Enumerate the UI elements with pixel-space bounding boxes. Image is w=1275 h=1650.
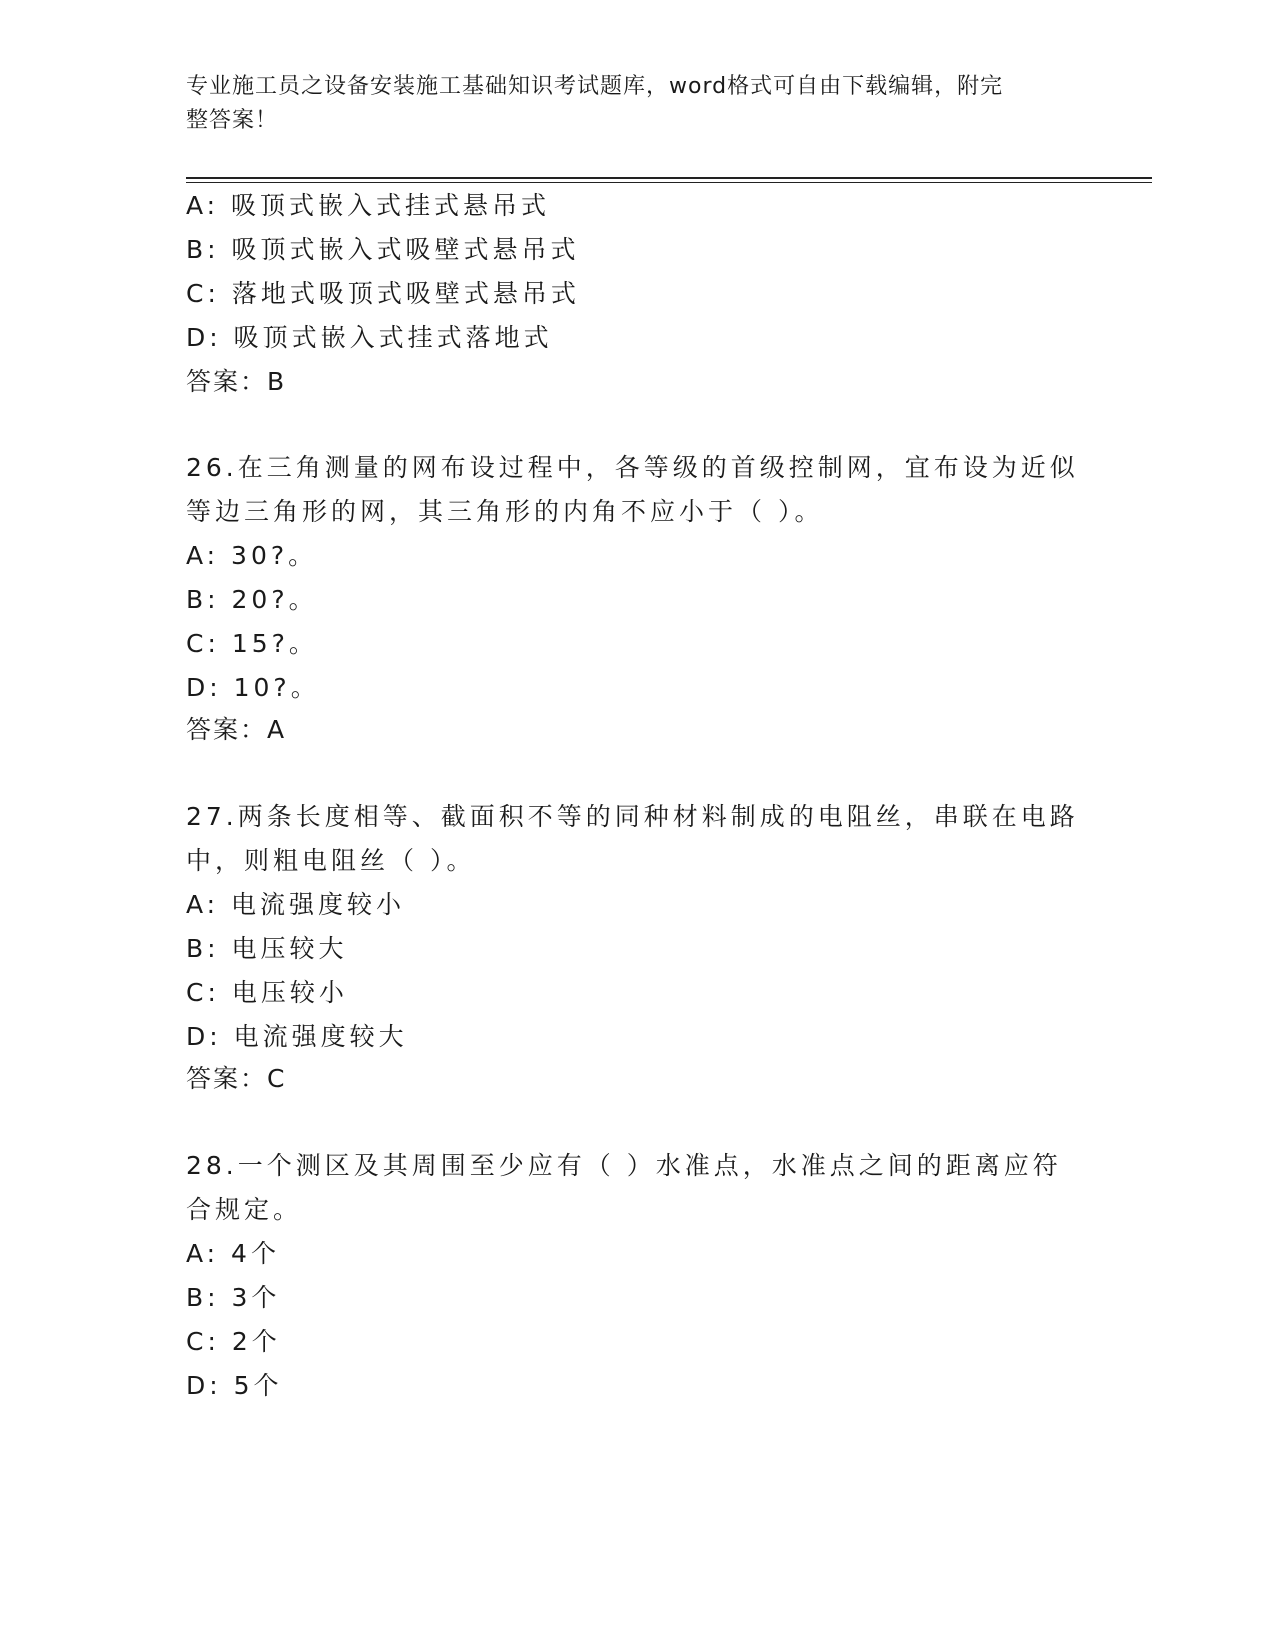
header-divider-thin xyxy=(186,182,1152,183)
header-divider xyxy=(186,177,1152,179)
q27-answer: 答案：C xyxy=(186,1064,287,1093)
header-title-line-2: 整答案！ xyxy=(186,108,279,133)
q27-stem-line-2: 中，则粗电阻丝（ ）。 xyxy=(186,846,476,875)
q26-option-b: B: 20?。 xyxy=(186,585,318,614)
header-title-line-1: 专业施工员之设备安装施工基础知识考试题库，word格式可自由下载编辑，附完 xyxy=(186,74,1004,99)
q28-option-a: A: 4个 xyxy=(186,1239,280,1268)
q25-option-d: D: 吸顶式嵌入式挂式落地式 xyxy=(186,323,553,352)
q26-option-c: C: 15?。 xyxy=(186,629,318,658)
q28-option-c: C: 2个 xyxy=(186,1327,281,1356)
q26-option-d: D: 10?。 xyxy=(186,673,320,702)
q26-option-a: A: 30?。 xyxy=(186,541,318,570)
q25-answer: 答案：B xyxy=(186,367,287,396)
q27-option-c: C: 电压较小 xyxy=(186,978,348,1007)
q28-option-b: B: 3个 xyxy=(186,1283,281,1312)
q27-option-b: B: 电压较大 xyxy=(186,934,348,963)
q27-stem-line-1: 27.两条长度相等、截面积不等的同种材料制成的电阻丝，串联在电路 xyxy=(186,802,1079,831)
q28-stem-line-2: 合规定。 xyxy=(186,1195,303,1224)
q27-option-d: D: 电流强度较大 xyxy=(186,1022,408,1051)
q25-option-a: A: 吸顶式嵌入式挂式悬吊式 xyxy=(186,191,551,220)
q25-option-c: C: 落地式吸顶式吸壁式悬吊式 xyxy=(186,279,580,308)
q26-stem-line-2: 等边三角形的网，其三角形的内角不应小于（ ）。 xyxy=(186,497,824,526)
q26-stem-line-1: 26.在三角测量的网布设过程中，各等级的首级控制网，宜布设为近似 xyxy=(186,453,1079,482)
q28-option-d: D: 5个 xyxy=(186,1371,283,1400)
q26-answer: 答案：A xyxy=(186,715,287,744)
document-header xyxy=(186,70,1066,138)
q25-option-b: B: 吸顶式嵌入式吸壁式悬吊式 xyxy=(186,235,580,264)
q28-stem-line-1: 28.一个测区及其周围至少应有（ ）水准点，水准点之间的距离应符 xyxy=(186,1151,1062,1180)
q27-option-a: A: 电流强度较小 xyxy=(186,890,406,919)
